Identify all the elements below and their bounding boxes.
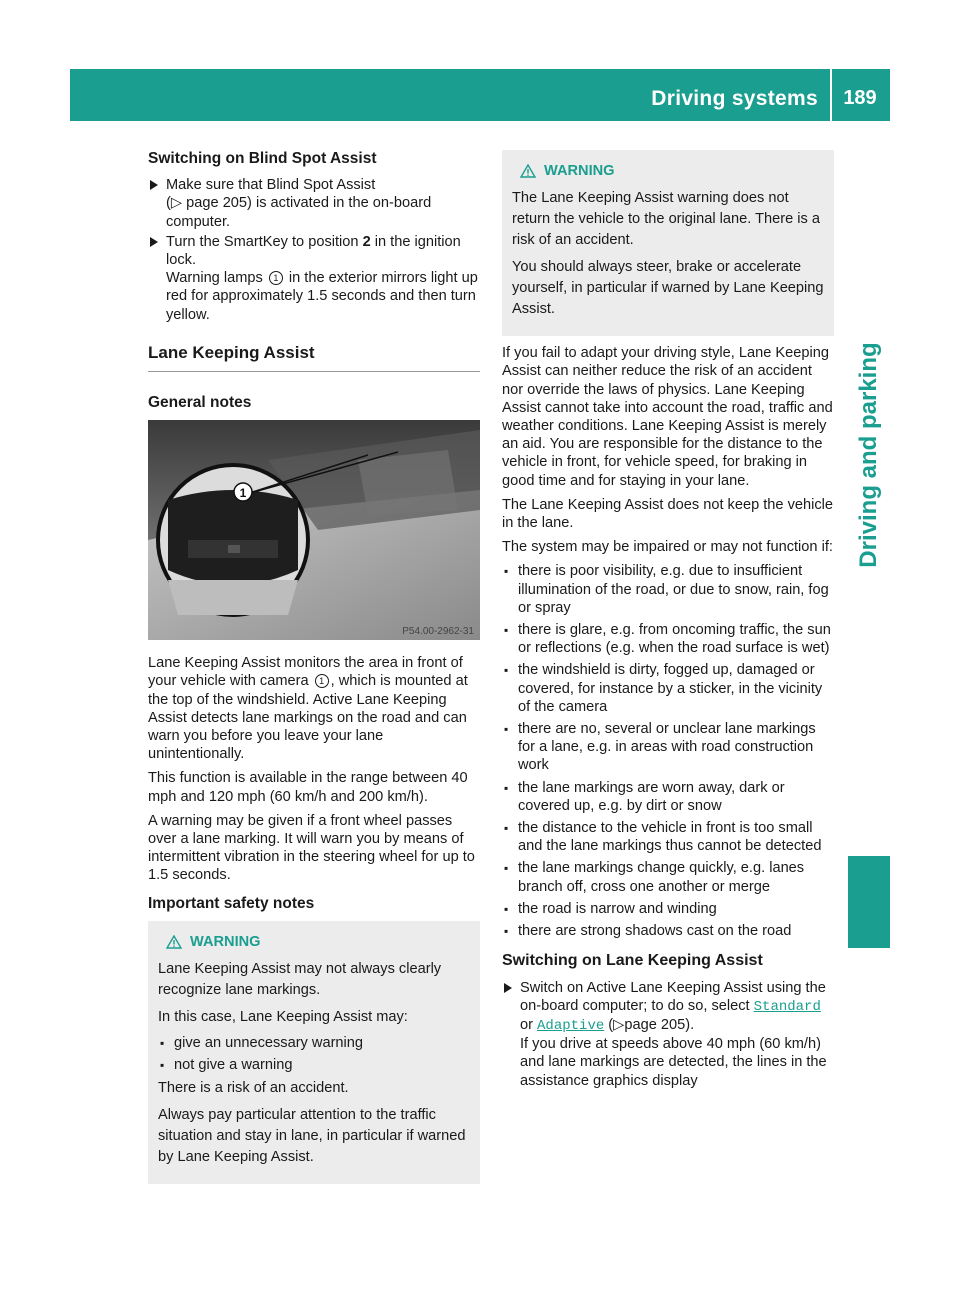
- chapter-tab-label: Driving and parking: [855, 342, 882, 568]
- general-notes-heading: General notes: [148, 394, 252, 412]
- left-column: [148, 150, 480, 1192]
- warning-triangle-icon: [166, 935, 182, 949]
- warning-header: WARNING: [158, 933, 470, 951]
- figure-label: P54.00-2962-31: [402, 626, 474, 638]
- list-item: ▪ the lane markings are worn away, dark or covered up, e.g. by dirt or snow: [502, 779, 834, 815]
- option-standard: Standard: [753, 998, 821, 1015]
- chapter-marker: [848, 856, 890, 948]
- limitation-list: [502, 562, 834, 940]
- chapter-tab: [848, 300, 890, 610]
- safety-heading: Important safety notes: [148, 894, 315, 912]
- bsa-heading: Switching on Blind Spot Assist: [148, 150, 377, 167]
- warning-box-right: WARNING The Lane Keeping Assist warning does not return the vehicle to the original lane. There is a risk of an accident. You should always steer, brake or accelerate yourself, in particular if warned by Lane Keeping Assist.: [502, 150, 834, 336]
- list-item: ▪ the road is narrow and winding: [502, 900, 834, 918]
- header-bar: [70, 69, 890, 121]
- bsa-step-2: Turn the SmartKey to position 2 in the ignition lock. Warning lamps 1 in the exterior mirrors light up red for approximately 1.5 seconds and then turn yellow.: [148, 233, 480, 324]
- list-item: ▪ there are strong shadows cast on the road: [502, 922, 834, 940]
- lka-paragraph-1: Lane Keeping Assist monitors the area in front of your vehicle with camera 1 , which is mounted at the top of the windshield. Active Lane Keeping Assist detects lane markings on the road and can warn you before you leave your lane unintentionally.: [148, 655, 468, 763]
- right-column: [502, 150, 834, 1092]
- rk-paragraph-3: The system may be impaired or may not function if:: [502, 539, 833, 556]
- warning-bullet: ▪ not give a warning: [158, 1056, 470, 1074]
- list-item: ▪ there are no, several or unclear lane markings for a lane, e.g. in areas with road construction work: [502, 720, 834, 775]
- lka-heading: Lane Keeping Assist: [148, 344, 480, 372]
- lka-on-heading: Switching on Lane Keeping Assist: [502, 952, 763, 970]
- page-ref-icon: ▷: [170, 195, 183, 212]
- page-number: 189: [843, 87, 877, 109]
- bsa-step-1: Make sure that Blind Spot Assist (▷ page 205) is activated in the on-board computer.: [148, 176, 480, 231]
- page-ref-icon: ▷: [613, 1016, 625, 1033]
- warning-box-left: WARNING Lane Keeping Assist may not always clearly recognize lane markings. In this case, Lane Keeping Assist may: ▪ give an unnecessary warning ▪ not give a warning There is a risk of an accident. Always pay particular attention to the traffic situation and stay in lane, in particular if warned by Lane Keeping Assist.: [148, 921, 480, 1185]
- rk-paragraph-2: The Lane Keeping Assist does not keep the vehicle in the lane.: [502, 496, 834, 532]
- option-adaptive: Adaptive: [537, 1017, 605, 1034]
- warning-bullet: ▪ give an unnecessary warning: [158, 1034, 470, 1052]
- lka-on-step: Switch on Active Lane Keeping Assist using the on-board computer; to do so, select Standard or Adaptive (▷page 205). If you drive at speeds above 40 mph (60 km/h) and lane markings are detected, the lines in the assistance graphics display: [502, 979, 834, 1090]
- callout-1-icon: 1: [269, 271, 283, 285]
- windshield-camera-figure: [148, 420, 480, 640]
- callout-1-icon: 1: [315, 674, 329, 688]
- lka-paragraph-3: A warning may be given if a front wheel passes over a lane marking. It will warn you by means of intermittent vibration in the steering wheel for up to 1.5 seconds.: [148, 812, 475, 884]
- list-item: ▪ there is glare, e.g. from oncoming traffic, the sun or reflections (e.g. when the road surface is wet): [502, 621, 834, 657]
- warning-triangle-icon: [520, 164, 536, 178]
- lka-paragraph-2: This function is available in the range between 40 mph and 120 mph (60 km/h and 200 km/h).: [148, 770, 468, 805]
- rk-paragraph-1: If you fail to adapt your driving style, Lane Keeping Assist can neither reduce the risk of an accident nor override the laws of physics. Lane Keeping Assist cannot take into account the road, traffic and weather conditions. Lane Keeping Assist is merely an aid. You are responsible for the distance to the vehicle in front, for vehicle speed, for braking in good time and for staying in your lane.: [502, 345, 833, 489]
- header-separator: [830, 69, 832, 121]
- warning-header: WARNING: [512, 162, 824, 180]
- list-item: ▪ the lane markings change quickly, e.g. lanes branch off, cross one another or merge: [502, 859, 834, 895]
- list-item: ▪ there is poor visibility, e.g. due to insufficient illumination of the road, or due to snow, rain, fog or spray: [502, 562, 834, 617]
- list-item: ▪ the distance to the vehicle in front is too small and the lane markings thus cannot be detected: [502, 819, 834, 855]
- list-item: ▪ the windshield is dirty, fogged up, damaged or covered, for instance by a sticker, in the vicinity of the camera: [502, 661, 834, 716]
- figure-callout-1: 1: [239, 486, 247, 501]
- section-title: Driving systems: [651, 87, 818, 110]
- windshield-camera-illustration: [148, 420, 480, 640]
